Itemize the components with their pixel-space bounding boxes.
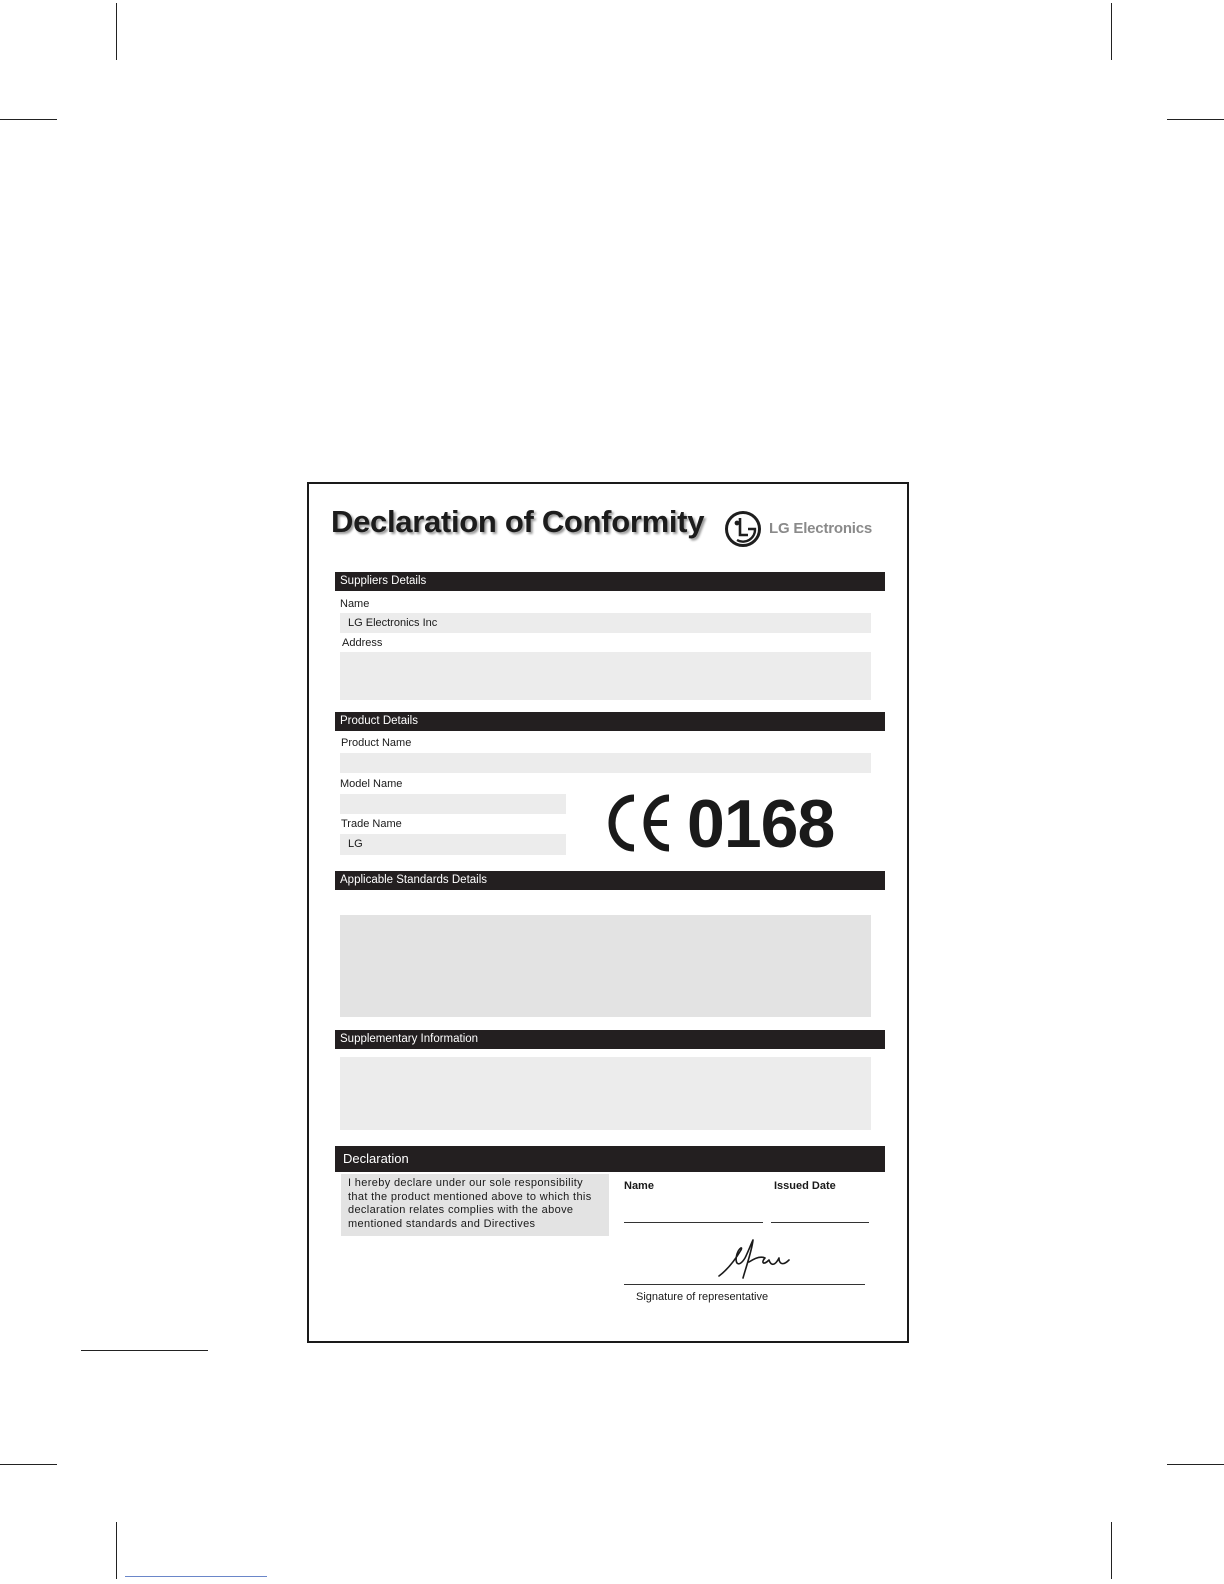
supplier-address-field <box>340 652 871 700</box>
applicable-standards-field <box>340 915 871 1017</box>
crop-mark <box>0 119 57 120</box>
model-name-label: Model Name <box>340 778 403 790</box>
signature-line <box>624 1284 865 1285</box>
lg-face-icon <box>724 510 762 548</box>
signature-caption: Signature of representative <box>636 1291 769 1303</box>
issued-date-label: Issued Date <box>774 1180 836 1192</box>
declaration-statement: I hereby declare under our sole responsibility that the product mentioned above to which this declaration relates complies with the above mentioned standards and Directives <box>341 1174 609 1236</box>
document-title: Declaration of Conformity <box>331 504 705 539</box>
name-line <box>624 1222 763 1223</box>
product-name-label: Product Name <box>341 737 412 749</box>
footnote-rule <box>81 1350 208 1351</box>
signature-image <box>717 1236 797 1281</box>
supplier-name-field: LG Electronics Inc <box>340 613 871 633</box>
crop-mark <box>116 1522 117 1579</box>
ce-mark <box>605 786 865 862</box>
ce-logo-icon <box>605 790 675 856</box>
crop-mark <box>1111 3 1112 60</box>
issued-date-line <box>771 1222 869 1223</box>
applicable-standards-header: Applicable Standards Details <box>335 871 885 890</box>
model-name-field <box>340 794 566 814</box>
declaration-form <box>307 482 909 1343</box>
lg-logo <box>724 510 884 550</box>
crop-mark <box>1167 119 1224 120</box>
crop-mark <box>1111 1522 1112 1579</box>
supplier-address-label: Address <box>342 637 383 649</box>
declaration-header: Declaration <box>335 1146 885 1172</box>
crop-mark <box>116 3 117 60</box>
trade-name-label: Trade Name <box>341 818 402 830</box>
notified-body-number: 0168 <box>687 786 835 862</box>
product-name-field <box>340 753 871 773</box>
signatory-name-label: Name <box>624 1180 654 1192</box>
suppliers-details-header: Suppliers Details <box>335 572 885 591</box>
logo-text: LG Electronics <box>769 520 873 537</box>
crop-mark <box>1167 1464 1224 1465</box>
supplier-name-label: Name <box>340 598 370 610</box>
link-underline <box>125 1576 267 1577</box>
product-details-header: Product Details <box>335 712 885 731</box>
supplementary-info-field <box>340 1057 871 1130</box>
crop-mark <box>0 1464 57 1465</box>
trade-name-field: LG <box>340 834 566 855</box>
supplementary-info-header: Supplementary Information <box>335 1030 885 1049</box>
